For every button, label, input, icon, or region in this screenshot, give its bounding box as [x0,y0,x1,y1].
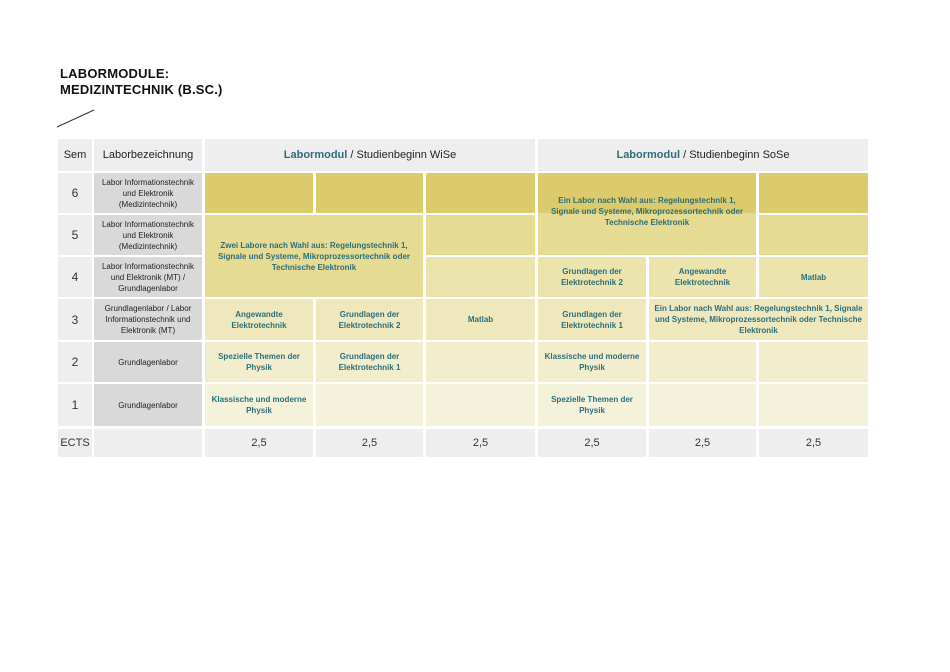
header-sose [538,139,868,171]
ects-empty-cell [94,429,202,457]
wise-empty-cell [426,257,535,297]
sose-empty-cell [759,384,868,426]
sose-module-cell: Spezielle Themen der Physik [538,384,646,426]
wise-module-cell: Spezielle Themen der Physik [205,342,313,382]
header-wise-accent: Labormodul [283,149,348,161]
wise-empty-cell [426,342,535,382]
sose-module-cell: Klassische und moderne Physik [538,342,646,382]
wise-module-cell: Klassische und moderne Physik [205,384,313,426]
labor-name-cell: Grundlagenlabor [94,384,202,426]
ects-value: 2,5 [759,429,868,457]
page-title [60,66,223,98]
ects-value: 2,5 [649,429,756,457]
wise-module-cell: Matlab [426,299,535,340]
sose-module-cell: Grundlagen der Elektrotechnik 2 [538,257,646,297]
sose-wahl-cell: Ein Labor nach Wahl aus: Regelungstechnik 1, Signale und Systeme, Mikroprozessortechnik oder Technische Elektronik [649,299,868,340]
sose-empty-cell [649,384,756,426]
wise-empty-cell [316,173,423,213]
wise-module-cell: Grundlagen der Elektrotechnik 2 [316,299,423,340]
wise-empty-cell [426,215,535,255]
sose-empty-cell [649,342,756,382]
labor-name-cell: Labor Informationstechnik und Elektronik (MT) / Grundlagenlabor [94,257,202,297]
sose-wahl-one-cell: Ein Labor nach Wahl aus: Regelungstechnik 1, Signale und Systeme, Mikroprozessortechnik oder Technische Elektronik [538,173,756,255]
wise-module-cell: Angewandte Elektrotechnik [205,299,313,340]
header-sose-rest: / Studienbeginn SoSe [680,149,790,161]
labor-name-cell: Labor Informationstechnik und Elektronik (Medizintechnik) [94,173,202,213]
sem-cell: 1 [58,384,92,426]
title-line-1: LABORMODULE: [60,66,170,81]
title-line-2: MEDIZINTECHNIK (B.SC.) [60,82,223,97]
decorative-slash [56,109,96,129]
header-wise-rest: / Studienbeginn WiSe [347,149,457,161]
ects-value: 2,5 [316,429,423,457]
header-sem: Sem [58,139,92,171]
sem-cell: 3 [58,299,92,340]
labor-name-cell: Labor Informationstechnik und Elektronik (Medizintechnik) [94,215,202,255]
wise-empty-cell [316,384,423,426]
labor-name-cell: Grundlagenlabor / Labor Informationstechnik und Elektronik (MT) [94,299,202,340]
sose-empty-cell [759,173,868,213]
wise-module-cell: Grundlagen der Elektrotechnik 1 [316,342,423,382]
ects-value: 2,5 [538,429,646,457]
sem-cell: 5 [58,215,92,255]
sose-module-cell: Matlab [759,257,868,297]
wise-empty-cell [205,173,313,213]
ects-value: 2,5 [205,429,313,457]
ects-value: 2,5 [426,429,535,457]
wise-empty-cell [426,384,535,426]
sose-empty-cell [759,342,868,382]
header-wise [205,139,535,171]
sem-cell: 2 [58,342,92,382]
sose-empty-cell [759,215,868,255]
sose-module-cell: Angewandte Elektrotechnik [649,257,756,297]
ects-label: ECTS [58,429,92,457]
sem-cell: 4 [58,257,92,297]
header-sose-accent: Labormodul [616,149,681,161]
labor-name-cell: Grundlagenlabor [94,342,202,382]
wise-empty-cell [426,173,535,213]
sem-cell: 6 [58,173,92,213]
header-laborbezeichnung: Laborbezeichnung [94,139,202,171]
sose-module-cell: Grundlagen der Elektrotechnik 1 [538,299,646,340]
wise-wahl-two-cell: Zwei Labore nach Wahl aus: Regelungstechnik 1, Signale und Systeme, Mikroprozessortechnik oder Technische Elektronik [205,215,423,297]
